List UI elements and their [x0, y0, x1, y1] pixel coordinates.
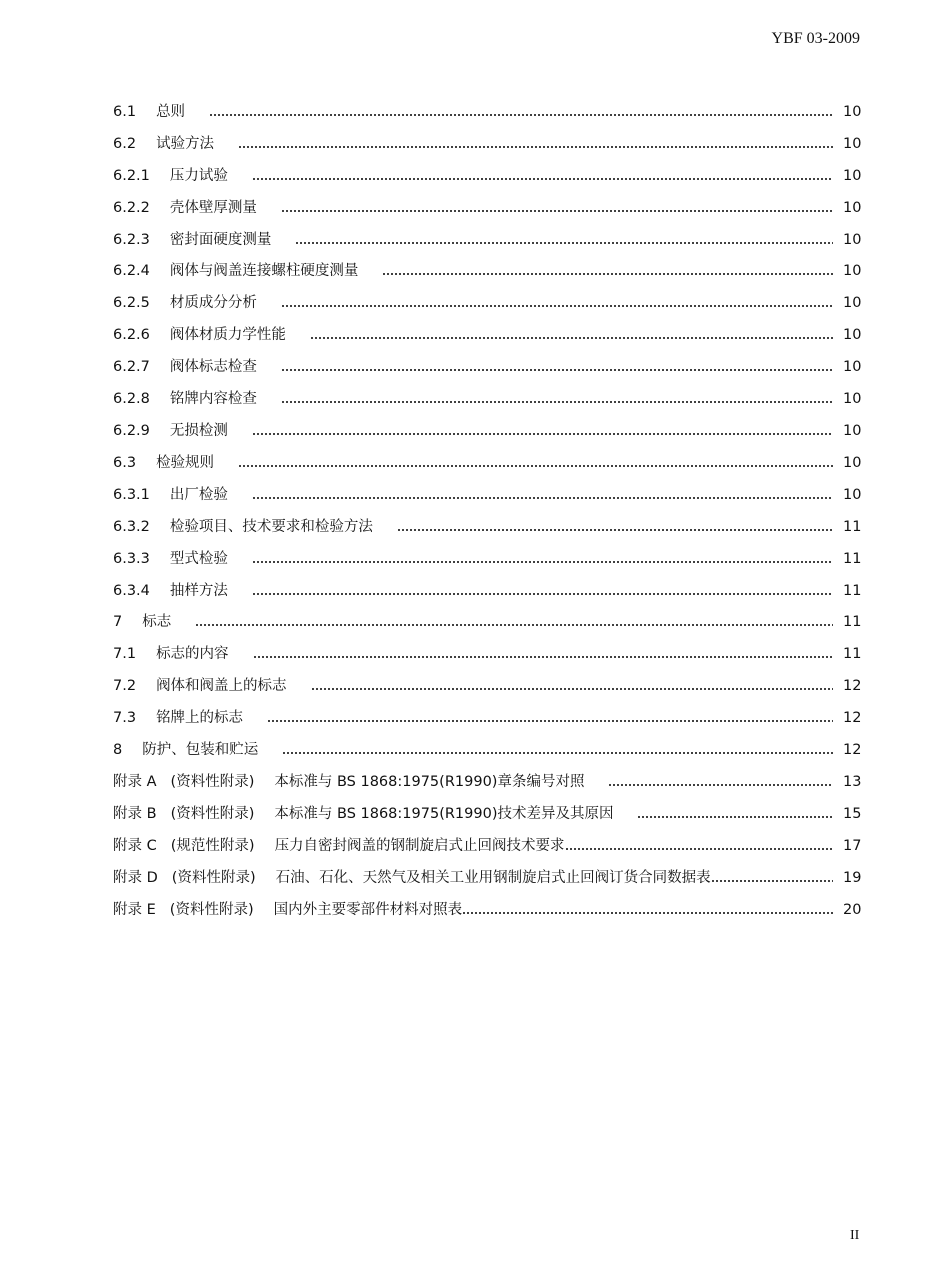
dot-leader	[267, 708, 833, 728]
section-title: 阀体材质力学性能	[169, 327, 286, 344]
section-number: 6.3.3	[113, 550, 150, 567]
dot-leader	[238, 134, 833, 154]
dot-leader	[637, 804, 833, 824]
section-title: 密封面硬度测量	[169, 231, 272, 248]
section-number: 6.2	[113, 135, 137, 152]
toc-entry[interactable]	[113, 505, 862, 537]
section-title: 压力试验	[169, 167, 228, 184]
toc-entry[interactable]	[113, 409, 862, 441]
section-number: 6.2.6	[113, 327, 150, 344]
appendix-type: (资料性附录)	[170, 773, 255, 790]
section-number: 6.2.2	[113, 199, 150, 216]
section-title: 标志的内容	[156, 646, 229, 663]
section-title: 铭牌内容检查	[169, 391, 257, 408]
toc-entry[interactable]	[113, 473, 862, 505]
toc-entry[interactable]	[113, 90, 862, 122]
dot-leader	[281, 198, 833, 218]
toc-entry[interactable]	[113, 377, 862, 409]
dot-leader	[397, 517, 833, 537]
section-title: 抽样方法	[169, 582, 228, 599]
appendix-type: (资料性附录)	[171, 869, 256, 886]
appendix-entry[interactable]	[113, 792, 862, 824]
dot-leader	[238, 453, 833, 473]
page-ref: 10	[843, 454, 862, 471]
section-number: 6.2.1	[113, 167, 150, 184]
page-ref: 10	[843, 486, 862, 503]
section-title: 阀体与阀盖连接螺柱硬度测量	[169, 263, 359, 280]
toc-entry[interactable]	[113, 313, 862, 345]
appendix-label: 附录 D	[113, 869, 158, 886]
section-number: 7.2	[113, 678, 137, 695]
section-number: 6.2.7	[113, 359, 150, 376]
section-number: 6.3.2	[113, 518, 150, 535]
page-ref: 10	[843, 135, 862, 152]
section-title: 材质成分分析	[169, 295, 257, 312]
toc-entry[interactable]	[113, 154, 862, 186]
appendix-entry[interactable]	[113, 824, 862, 856]
section-title: 壳体壁厚测量	[169, 199, 257, 216]
dot-leader	[711, 868, 833, 888]
toc-entry[interactable]	[113, 441, 862, 473]
dot-leader	[252, 485, 833, 505]
page-ref: 11	[843, 518, 862, 535]
page-ref: 10	[843, 103, 862, 120]
page-ref: 11	[843, 550, 862, 567]
page-ref: 11	[843, 614, 862, 631]
section-title: 无损检测	[169, 422, 228, 439]
page-ref: 20	[843, 901, 862, 918]
dot-leader	[295, 230, 833, 250]
appendix-title: 国内外主要零部件材料对照表	[273, 901, 463, 918]
section-title: 检验规则	[156, 454, 215, 471]
section-number: 6.2.8	[113, 391, 150, 408]
appendix-label: 附录 A	[113, 773, 157, 790]
dot-leader	[310, 325, 833, 345]
dot-leader	[195, 612, 833, 632]
table-of-contents	[113, 90, 862, 920]
dot-leader	[252, 549, 833, 569]
appendix-label: 附录 B	[113, 805, 157, 822]
section-title: 试验方法	[156, 135, 215, 152]
section-title: 阀体标志检查	[169, 359, 257, 376]
dot-leader	[382, 261, 833, 281]
section-number: 7.3	[113, 710, 137, 727]
toc-entry[interactable]	[113, 537, 862, 569]
appendix-title: 压力自密封阀盖的钢制旋启式止回阀技术要求	[274, 837, 565, 854]
toc-entry[interactable]	[113, 632, 862, 664]
appendix-entry[interactable]	[113, 888, 862, 920]
section-number: 6.2.9	[113, 422, 150, 439]
appendix-title: 石油、石化、天然气及相关工业用钢制旋启式止回阀订货合同数据表	[275, 869, 711, 886]
appendix-label: 附录 E	[113, 901, 156, 918]
dot-leader	[462, 900, 833, 920]
page-ref: 19	[843, 869, 862, 886]
toc-entry[interactable]	[113, 250, 862, 282]
page-ref: 10	[843, 263, 862, 280]
toc-entry[interactable]	[113, 728, 862, 760]
page-ref: 12	[843, 742, 862, 759]
section-number: 7	[113, 614, 123, 631]
page-ref: 12	[843, 678, 862, 695]
page-ref: 17	[843, 837, 862, 854]
page-ref: 10	[843, 391, 862, 408]
toc-entry[interactable]	[113, 218, 862, 250]
appendix-title: 本标准与 BS 1868:1975(R1990)技术差异及其原因	[274, 805, 614, 822]
page-number: II	[850, 1228, 860, 1243]
section-number: 6.2.5	[113, 295, 150, 312]
appendix-type: (规范性附录)	[170, 837, 255, 854]
toc-entry[interactable]	[113, 696, 862, 728]
toc-entry[interactable]	[113, 122, 862, 154]
section-title: 型式检验	[169, 550, 228, 567]
dot-leader	[252, 166, 833, 186]
appendix-type: (资料性附录)	[170, 805, 255, 822]
page-ref: 10	[843, 231, 862, 248]
page-ref: 10	[843, 295, 862, 312]
page-ref: 10	[843, 359, 862, 376]
toc-entry[interactable]	[113, 601, 862, 633]
section-title: 铭牌上的标志	[156, 710, 244, 727]
standard-code: YBF 03-2009	[771, 30, 860, 47]
appendix-type: (资料性附录)	[169, 901, 254, 918]
dot-leader	[281, 293, 833, 313]
page-ref: 13	[843, 773, 862, 790]
section-number: 6.2.4	[113, 263, 150, 280]
page-ref: 10	[843, 167, 862, 184]
section-number: 6.1	[113, 103, 137, 120]
dot-leader	[281, 357, 833, 377]
dot-leader	[209, 102, 833, 122]
section-number: 6.3.1	[113, 486, 150, 503]
appendix-label: 附录 C	[113, 837, 157, 854]
section-number: 6.2.3	[113, 231, 150, 248]
section-number: 7.1	[113, 646, 137, 663]
page-ref: 11	[843, 646, 862, 663]
dot-leader	[252, 581, 833, 601]
dot-leader	[281, 389, 833, 409]
toc-entry[interactable]	[113, 664, 862, 696]
page-ref: 10	[843, 422, 862, 439]
section-title: 阀体和阀盖上的标志	[156, 678, 287, 695]
section-title: 检验项目、技术要求和检验方法	[169, 518, 373, 535]
page-ref: 12	[843, 710, 862, 727]
dot-leader	[282, 740, 833, 760]
section-number: 6.3.4	[113, 582, 150, 599]
dot-leader	[565, 836, 833, 856]
appendix-title: 本标准与 BS 1868:1975(R1990)章条编号对照	[274, 773, 585, 790]
dot-leader	[252, 421, 833, 441]
page-ref: 10	[843, 199, 862, 216]
section-title: 出厂检验	[169, 486, 228, 503]
section-title: 防护、包装和贮运	[142, 742, 259, 759]
dot-leader	[608, 772, 833, 792]
toc-entry[interactable]	[113, 186, 862, 218]
appendix-entry[interactable]	[113, 760, 862, 792]
toc-entry[interactable]	[113, 345, 862, 377]
page-ref: 10	[843, 327, 862, 344]
dot-leader	[253, 644, 833, 664]
page-ref: 15	[843, 805, 862, 822]
page-ref: 11	[843, 582, 862, 599]
appendix-entry[interactable]	[113, 856, 862, 888]
dot-leader	[311, 676, 833, 696]
toc-entry[interactable]	[113, 281, 862, 313]
section-title: 标志	[142, 614, 172, 631]
section-number: 6.3	[113, 454, 137, 471]
section-title: 总则	[156, 103, 186, 120]
section-number: 8	[113, 742, 123, 759]
toc-entry[interactable]	[113, 569, 862, 601]
